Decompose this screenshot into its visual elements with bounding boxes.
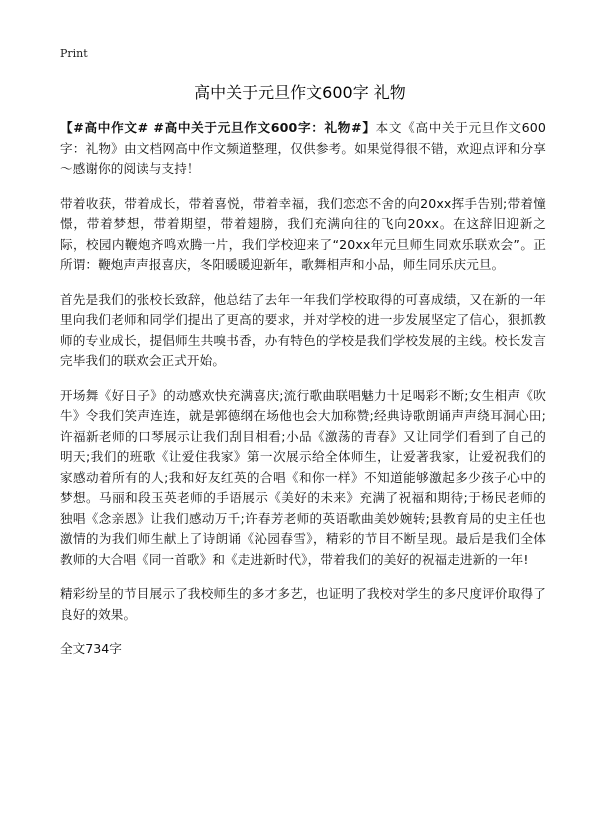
- intro-paragraph: [60, 118, 546, 180]
- document-title: 高中关于元旦作文600字 礼物: [194, 83, 406, 102]
- body-paragraph-3: 开场舞《好日子》的动感欢快充满喜庆;流行歌曲联唱魅力十足喝彩不断;女生相声《吹牛》令我们笑声连连，就是郭德纲在场他也会大加称赞;经典诗歌朗诵声声绕耳洞心田;许福新老师的口琴展示让我们刮目相看;小品《激荡的青春》又让同学们看到了自己的明天;我们的班歌《让爱住我家》第一次展示给全体师生，让爱著我家，让爱祝我们的家感动着所有的人;我和好友红英的合唱《和你一样》不知道能够激起多少孩子心中的梦想。马丽和段玉英老师的手语展示《美好的未来》充满了祝福和期待;于杨民老师的独唱《念亲恩》让我们感动万千;许春芳老师的英语歌曲美妙婉转;县教育局的史主任也激情的为我们师生献上了诗朗诵《沁园春雪》，精彩的节目不断呈现。最后是我们全体教师的大合唱《同一首歌》和《走进新时代》，带着我们的美好的祝福走进新的一年!: [60, 387, 546, 567]
- intro-text: 本文《高中关于元旦作文600字：礼物》由文档网高中作文频道整理，仅供参考。如果觉得很不错，欢迎点评和分享～感谢你的阅读与支持！: [60, 120, 547, 176]
- word-count: 全文734字: [60, 641, 122, 656]
- body-paragraph-4: 精彩纷呈的节目展示了我校师生的多才多艺，也证明了我校对学生的多尺度评价取得了良好的效果。: [60, 586, 546, 622]
- body-paragraph-1: 带着收获，带着成长，带着喜悦，带着幸福，我们恋恋不舍的向20xx挥手告别;带着憧憬，带着梦想，带着期望，带着翅膀，我们充满向往的飞向20xx。在这辞旧迎新之际，校园内鞭炮齐鸣欢腾一片，我们学校迎来了“20xx年元旦师生同欢乐联欢会”。正所谓：鞭炮声声报喜庆，冬阳暖暖迎新年，歌舞相声和小品，师生同乐庆元旦。: [60, 195, 546, 272]
- document-body: [60, 118, 546, 659]
- print-link[interactable]: Print: [60, 47, 88, 60]
- intro-tags: 【#高中作文# #高中关于元旦作文600字：礼物#】: [60, 120, 376, 135]
- body-paragraph-2: 首先是我们的张校长致辞，他总结了去年一年我们学校取得的可喜成绩，又在新的一年里向我们老师和同学们提出了更高的要求，并对学校的进一步发展坚定了信心，狠抓教师的专业成长，提倡师生共嗅书香，办有特色的学校是我们学校发展的主线。校长发言完毕我们的联欢会正式开始。: [60, 291, 546, 368]
